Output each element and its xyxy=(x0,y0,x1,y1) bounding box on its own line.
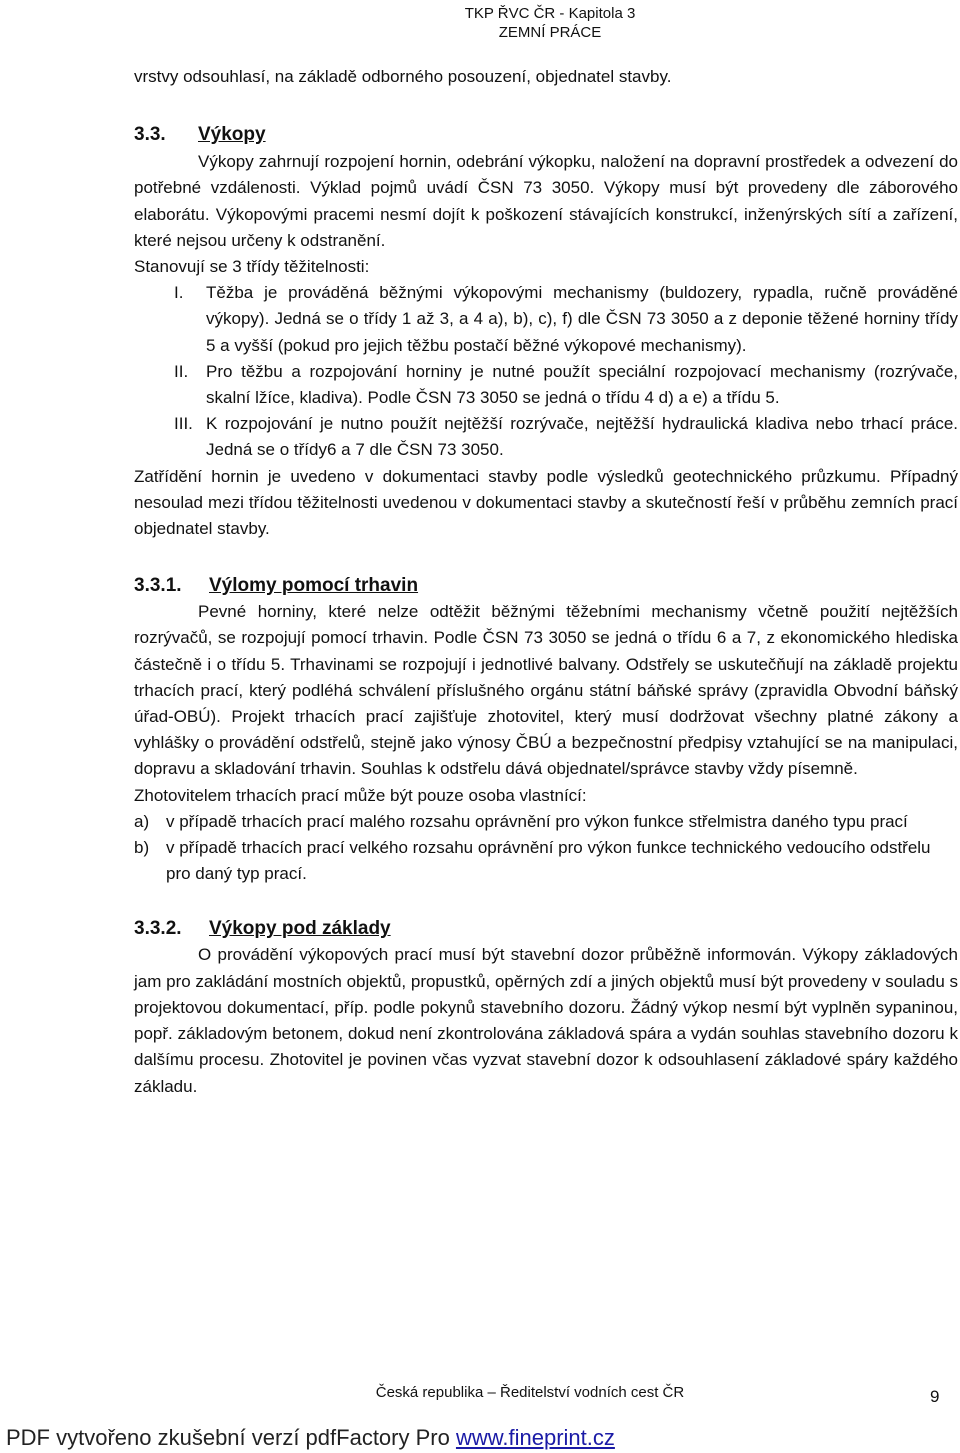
section-number: 3.3. xyxy=(134,124,166,146)
section-heading-3-3-1 xyxy=(134,573,958,599)
section-3-3-paragraph-1: Výkopy zahrnují rozpojení hornin, odebrání výkopku, naložení na dopravní prostředek a odvezení do potřebné vzdálenosti. Výklad pojmů uvádí ČSN 73 3050. Výkopy musí být provedeny dle záborového elaborátu. Výkopovými pracemi nesmí dojít k poškození stávajících konstrukcí, inženýrských sítí a zařízení, které nejsou určeny k odstranění. xyxy=(134,152,958,250)
class-text: Těžba je prováděná běžnými výkopovými mechanismy (buldozery, rypadla, ručně prováděné výkopy). Jedná se o třídy 1 až 3, a 4 a), b), c), f) dle ČSN 73 3050 a z deponie těžené horniny třídy 5 a vyšší (pokud pro jejich těžbu postačí běžné výkopové mechanismy). xyxy=(206,283,958,355)
header-title: TKP ŘVC ČR - Kapitola 3 xyxy=(464,5,636,22)
pdf-note-text: PDF vytvořeno zkušební verzí pdfFactory Pro xyxy=(6,1425,456,1450)
list-item-a xyxy=(134,809,958,835)
list-mark: b) xyxy=(134,838,150,858)
section-number: 3.3.1. xyxy=(134,575,182,597)
document-body xyxy=(134,64,958,1100)
section-3-3-2-paragraph-1: O provádění výkopových prací musí být stavební dozor průběžně informován. Výkopy základových jam pro zakládání mostních objektů, propustků, opěrných zdí a jiných objektů musí být provedeny v souladu s projektovou dokumentací, příp. podle pokynů stavebního dozoru. Žádný výkop nesmí být vyplněn sypaninou, popř. základovým betonem, dokud není zkontrolována základová spára a vydán souhlas stavebního dozoru k dalšímu procesu. Zhotovitel je povinen včas vyzvat stavební dozor k odsouhlasení základové spáry každého základu. xyxy=(134,945,959,1096)
section-heading-3-3-2 xyxy=(134,916,958,942)
pdf-creator-note xyxy=(6,1425,615,1451)
class-mark: II. xyxy=(174,361,189,381)
section-title: Výlomy pomocí trhavin xyxy=(209,575,419,597)
list-text: v případě trhacích prací velkého rozsahu oprávnění pro výkon funkce technického vedoucího odstřelu pro daný typ prací. xyxy=(166,838,931,884)
class-item-1 xyxy=(174,280,958,359)
classes-intro: Stanovují se 3 třídy těžitelnosti: xyxy=(134,257,370,277)
list-item-b xyxy=(134,835,958,887)
list-mark: a) xyxy=(134,811,150,831)
intro-paragraph: vrstvy odsouhlasí, na základě odborného posouzení, objednatel stavby. xyxy=(134,67,672,86)
class-mark: I. xyxy=(174,283,184,303)
fineprint-link[interactable]: www.fineprint.cz xyxy=(455,1425,615,1450)
section-3-3-paragraph-2: Zatřídění hornin je uvedeno v dokumentaci stavby podle výsledků geotechnického průzkumu. Případný nesoulad mezi třídou těžitelnosti uvedenou v dokumentaci stavby a skutečností řeší v průběhu zemních prací objednatel stavby. xyxy=(134,466,958,539)
class-mark: III. xyxy=(174,414,193,434)
class-item-3 xyxy=(174,411,958,463)
header-subtitle: ZEMNÍ PRÁCE xyxy=(498,24,602,41)
class-text: K rozpojování je nutno použít nejtěžší rozrývače, nejtěžší hydraulická kladiva nebo trhací práce. Jedná se o třídy6 a 7 dle ČSN 73 3050. xyxy=(206,414,958,460)
section-heading-3-3 xyxy=(134,121,958,149)
page-number: 9 xyxy=(930,1387,940,1406)
list-text: v případě trhacích prací malého rozsahu oprávnění pro výkon funkce střelmistra daného typu prací xyxy=(166,811,908,831)
class-text: Pro těžbu a rozpojování horniny je nutné použít speciální rozpojovací mechanismy (rozrývače, skalní lžíce, kladiva). Podle ČSN 73 3050 se jedná o třídu 4 d) a e) a třídu 5. xyxy=(206,361,958,408)
class-item-2 xyxy=(174,359,958,411)
footer-organization: Česká republika – Ředitelství vodních cest ČR xyxy=(375,1384,685,1401)
section-title: Výkopy pod základy xyxy=(209,918,391,940)
section-3-3-1-paragraph-2: Zhotovitelem trhacích prací může být pouze osoba vlastnící: xyxy=(134,785,587,805)
section-3-3-1-paragraph-1: Pevné horniny, které nelze odtěžit běžnými těžebními mechanismy včetně použití nejtěžších rozrývačů, se rozpojují pomocí trhavin. Podle ČSN 73 3050 se jedná o třídu 6 a 7, z ekonomického hlediska částečně i o třídu 5. Trhavinami se rozpojují i jednotlivé balvany. Odstřely se uskutečňují na základě projektu trhacích prací, který podléhá schválení příslušného orgánu státní báňské správy (zpravidla Obvodní báňský úřad-OBÚ). Projekt trhacích prací zajišťuje zhotovitel, který musí dodržovat všechny platné zákony a vyhlášky o provádění odstřelů, stejně jako výnosy ČBÚ a bezpečnostní předpisy vztahující se na manipulaci, dopravu a skladování trhavin. Souhlas k odstřelu dává objednatel/správce stavby vždy písemně. xyxy=(134,602,958,779)
section-title: Výkopy xyxy=(198,124,266,146)
section-number: 3.3.2. xyxy=(134,918,182,940)
